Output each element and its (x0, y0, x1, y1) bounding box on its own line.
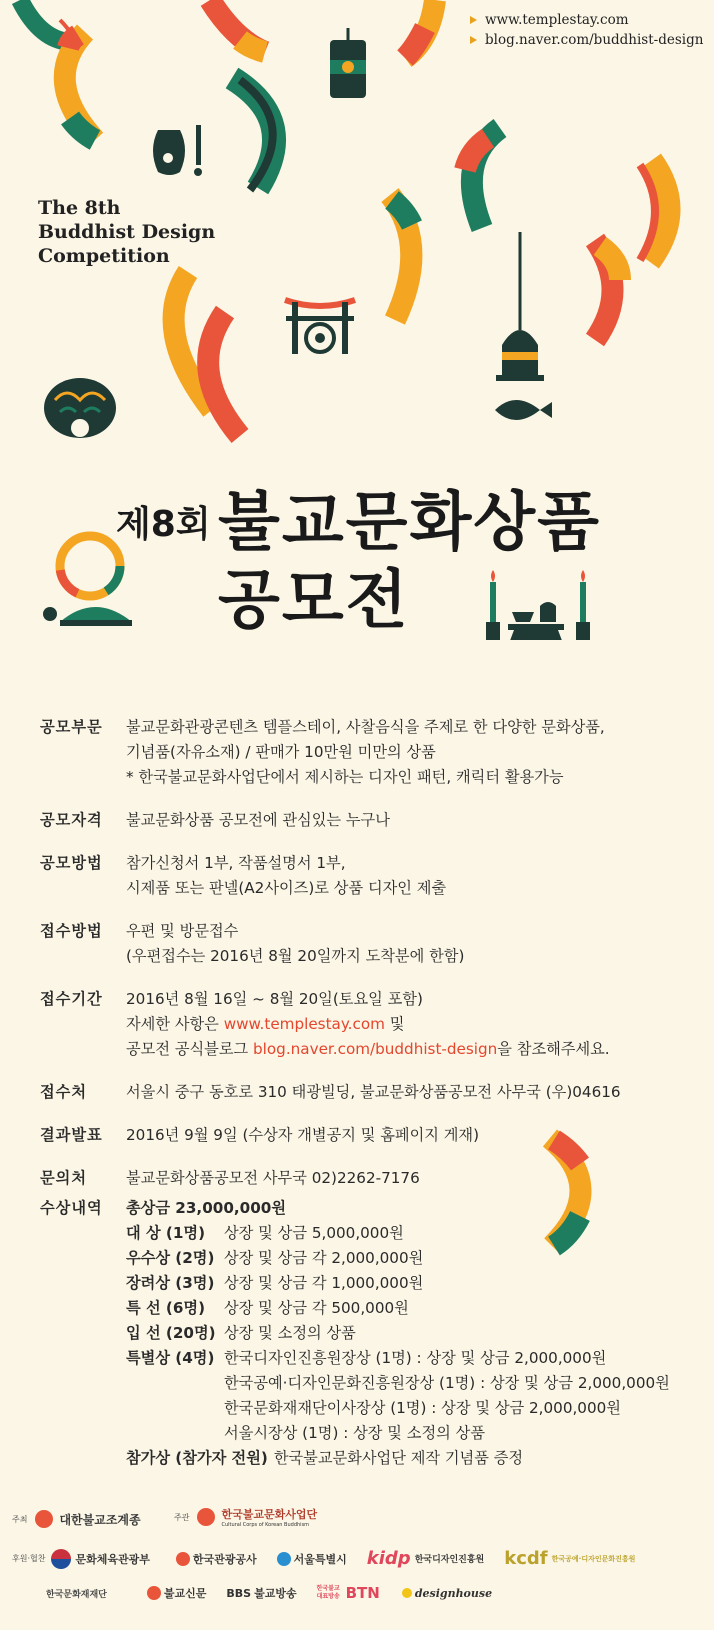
prize-desc: 상장 및 상금 각 500,000원 (224, 1299, 409, 1317)
prize-row-participation (126, 1446, 670, 1471)
title-prefix: 제8회 (116, 504, 211, 545)
main-title-line2: 공모전 (218, 564, 410, 638)
prize-name: 우수상 (2명) (126, 1249, 215, 1267)
header-links (470, 10, 703, 50)
prize-section (40, 1196, 670, 1471)
support-label: 후원·협찬 (12, 1554, 46, 1563)
info-row-eligibility (40, 808, 690, 833)
sponsor-mcst: 문화체육관광부 (75, 1552, 150, 1566)
blog-link[interactable]: blog.naver.com/buddhist-design (253, 1040, 498, 1058)
info-label: 접수기간 (40, 990, 103, 1008)
prize-name: 입 선 (20명) (126, 1324, 216, 1342)
bulgyo-sinmun-icon (147, 1586, 161, 1600)
bbs-logo: BBS (226, 1586, 252, 1600)
info-text: 을 참조해주세요. (497, 1040, 610, 1058)
sponsor-bbs: 불교방송 (254, 1587, 297, 1600)
jogye-logo-icon (35, 1510, 53, 1528)
info-value (126, 919, 690, 969)
sponsor-btn: BTN (345, 1584, 380, 1602)
prize-label: 수상내역 (40, 1199, 103, 1217)
info-row-contact (40, 1166, 690, 1191)
info-value (126, 851, 690, 901)
prize-desc: 상장 및 상금 각 1,000,000원 (224, 1274, 424, 1292)
info-line: 서울시 중구 동호로 310 태광빌딩, 불교문화상품공모전 사무국 (우)04616 (126, 1083, 621, 1101)
seoul-logo-icon (277, 1552, 291, 1566)
prize-name: 특 선 (6명) (126, 1299, 206, 1317)
link-blog[interactable] (470, 30, 703, 50)
english-title (38, 196, 215, 268)
prize-row (126, 1221, 670, 1246)
info-row-results (40, 1123, 690, 1148)
organizer-label: 주관 (174, 1512, 190, 1522)
info-text: 및 (384, 1015, 405, 1033)
sponsor-chf: 한국문화재재단 (46, 1589, 107, 1600)
prize-row (126, 1321, 670, 1346)
sponsor-row-2 (12, 1548, 712, 1569)
english-title-line: The 8th (38, 197, 121, 219)
info-line: 시제품 또는 판넬(A2사이즈)로 상품 디자인 제출 (126, 879, 447, 897)
info-row-address (40, 1080, 690, 1105)
info-text: 자세한 사항은 (126, 1015, 224, 1033)
korea-taegeuk-icon (51, 1549, 71, 1569)
prize-row (126, 1246, 670, 1271)
info-value (126, 808, 690, 833)
english-title-line: Buddhist Design (38, 221, 216, 243)
info-line (126, 1012, 690, 1037)
sponsor-bulgyo-sinmun: 불교신문 (163, 1587, 207, 1600)
kcdf-logo: kcdf (504, 1548, 548, 1569)
prize-total: 총상금 23,000,000원 (126, 1199, 287, 1217)
organizer-en: Cultural Corps of Korean Buddhism (221, 1522, 310, 1528)
info-row-category (40, 715, 690, 790)
info-label: 결과발표 (40, 1126, 103, 1144)
sponsor-designhouse: designhouse (414, 1586, 493, 1600)
special-prize-line: 한국문화재재단이사장상 (1명) : 상장 및 상금 2,000,000원 (224, 1399, 621, 1417)
kto-logo-icon (176, 1552, 190, 1566)
link-templestay[interactable] (470, 10, 703, 30)
kidp-logo: kidp (366, 1548, 411, 1569)
info-row-period (40, 987, 690, 1062)
info-line: 불교문화상품 공모전에 관심있는 누구나 (126, 811, 390, 829)
info-label: 문의처 (40, 1169, 88, 1187)
prize-desc: 상장 및 소정의 상품 (224, 1324, 356, 1342)
info-line: 참가신청서 1부, 작품설명서 1부, (126, 854, 346, 872)
designhouse-dot-icon (402, 1588, 412, 1598)
prize-row (126, 1271, 670, 1296)
special-prize-line: 서울시장상 (1명) : 상장 및 소정의 상품 (224, 1424, 485, 1442)
info-label: 접수방법 (40, 922, 103, 940)
info-section (40, 715, 690, 1209)
sponsor-kcdf: 한국공예·디자인문화진흥원 (551, 1554, 636, 1563)
info-value (126, 715, 690, 790)
info-line: 불교문화관광콘텐츠 템플스테이, 사찰음식을 주제로 한 다양한 문화상품, (126, 718, 605, 736)
info-line: 기념품(자유소재) / 판매가 10만원 미만의 상품 (126, 743, 436, 761)
english-title-line: Competition (38, 245, 170, 267)
organizer-name: 한국불교문화사업단 (221, 1508, 318, 1521)
info-row-method (40, 851, 690, 901)
info-label: 공모방법 (40, 854, 103, 872)
triangle-bullet-icon (470, 16, 477, 24)
info-line: * 한국불교문화사업단에서 제시하는 디자인 패턴, 캐릭터 활용가능 (126, 768, 564, 786)
info-line: 2016년 8월 16일 ~ 8월 20일(토요일 포함) (126, 990, 423, 1008)
info-line: (우편접수는 2016년 8월 20일까지 도착분에 한함) (126, 947, 465, 965)
prize-desc: 한국불교문화사업단 제작 기념품 증정 (273, 1449, 524, 1467)
templestay-link[interactable]: www.templestay.com (223, 1015, 385, 1033)
info-text: 공모전 공식블로그 (126, 1040, 254, 1058)
info-value (126, 1080, 690, 1105)
sponsor-kidp: 한국디자인진흥원 (414, 1555, 485, 1565)
prize-name: 참가상 (참가자 전원) (126, 1449, 268, 1467)
info-line: 불교문화상품공모전 사무국 02)2262-7176 (126, 1169, 420, 1187)
sponsor-seoul: 서울특별시 (293, 1552, 347, 1566)
btn-prefix: 한국불교 대표방송 (316, 1585, 340, 1600)
info-value (126, 1166, 690, 1191)
sponsor-host (12, 1510, 141, 1528)
prize-desc: 상장 및 상금 5,000,000원 (224, 1224, 404, 1242)
prize-row (126, 1346, 670, 1371)
triangle-bullet-icon (470, 36, 477, 44)
host-name: 대한불교조계종 (59, 1512, 141, 1527)
link-templestay-text[interactable]: www.templestay.com (485, 12, 629, 28)
info-label: 접수처 (40, 1083, 88, 1101)
info-label: 공모자격 (40, 811, 103, 829)
organizer-text (221, 1506, 317, 1528)
prize-desc: 한국디자인진흥원장상 (1명) : 상장 및 상금 2,000,000원 (224, 1349, 607, 1367)
special-prize-line: 한국공예·디자인문화진흥원장상 (1명) : 상장 및 상금 2,000,000원 (224, 1374, 670, 1392)
prize-name: 장려상 (3명) (126, 1274, 215, 1292)
kbuddhism-logo-icon (197, 1508, 215, 1526)
info-row-submission (40, 919, 690, 969)
main-title-line1: 불교문화상품 (218, 486, 601, 560)
sponsor-row-3 (46, 1584, 706, 1602)
info-line (126, 1037, 690, 1062)
info-value (126, 1123, 690, 1148)
info-label: 공모부문 (40, 718, 103, 736)
prize-desc: 상장 및 상금 각 2,000,000원 (224, 1249, 424, 1267)
main-title (218, 484, 601, 640)
info-line: 2016년 9월 9일 (수상자 개별공지 및 홈페이지 게재) (126, 1126, 480, 1144)
prize-list (126, 1196, 670, 1471)
sponsor-kto: 한국관광공사 (192, 1552, 257, 1566)
prize-name: 대 상 (1명) (126, 1224, 206, 1242)
link-blog-text[interactable]: blog.naver.com/buddhist-design (485, 32, 704, 48)
sponsor-organizer (174, 1506, 317, 1528)
prize-name: 특별상 (4명) (126, 1349, 215, 1367)
host-label: 주최 (12, 1514, 28, 1524)
info-line: 우편 및 방문접수 (126, 922, 239, 940)
prize-row (126, 1296, 670, 1321)
info-value (126, 987, 690, 1062)
